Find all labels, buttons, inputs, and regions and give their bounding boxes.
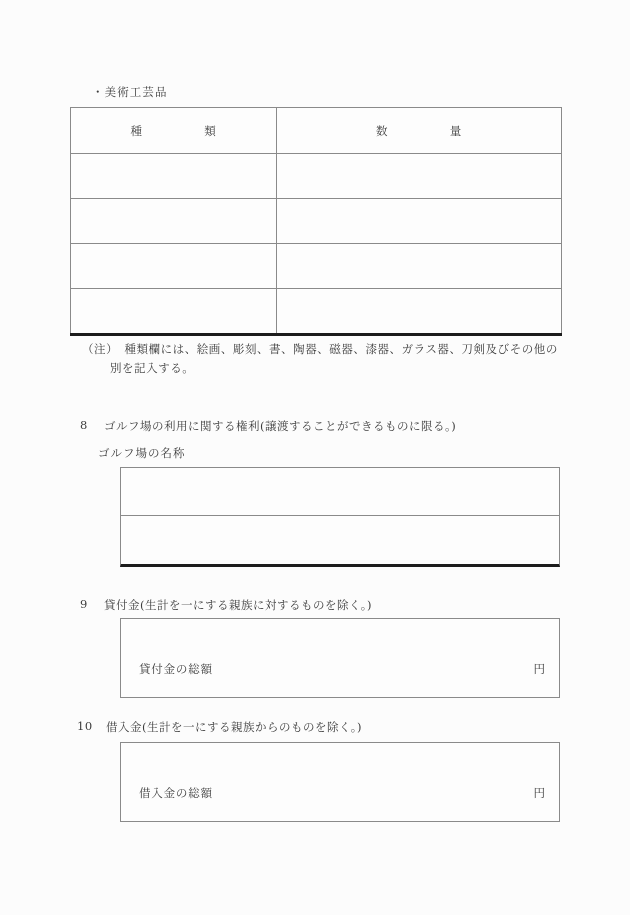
art-table-note-line-1: （注） 種類欄には、絵画、彫刻、書、陶器、磁器、漆器、ガラス器、刀剣及びその他の (82, 342, 558, 356)
table-header-kind (71, 108, 277, 154)
loan-total-line (121, 661, 559, 679)
cell-quantity[interactable] (277, 289, 562, 335)
art-craft-table (70, 107, 562, 336)
table-row[interactable] (71, 289, 562, 335)
loan-total-box (120, 618, 560, 698)
section-9-title: 貸付金(生計を一にする親族に対するものを除く。) (104, 598, 372, 612)
cell-quantity[interactable] (277, 244, 562, 289)
cell-kind[interactable] (71, 199, 277, 244)
debt-total-unit: 円 (533, 786, 545, 800)
section-8-title: ゴルフ場の利用に関する権利(譲渡することができるものに限る。) (104, 419, 457, 433)
column-header-kind-label: 種 類 (130, 123, 217, 138)
loan-total-label: 貸付金の総額 (139, 662, 213, 676)
cell-kind[interactable] (71, 154, 277, 199)
cell-quantity[interactable] (277, 154, 562, 199)
table-row[interactable] (71, 244, 562, 289)
cell-kind[interactable] (71, 244, 277, 289)
debt-total-box (120, 742, 560, 822)
section-9-number: 9 (80, 597, 88, 611)
table-row[interactable] (71, 154, 562, 199)
table-header-row (71, 108, 562, 154)
column-header-quantity-label: 数 量 (375, 123, 463, 138)
golf-course-row[interactable] (121, 468, 559, 516)
section-10-title: 借入金(生計を一にする親族からのものを除く。) (106, 720, 362, 734)
art-section-heading: ・美術工芸品 (92, 85, 168, 99)
table-header-quantity (277, 108, 562, 154)
section-8-sub-label: ゴルフ場の名称 (98, 446, 186, 460)
table-row[interactable] (71, 199, 562, 244)
debt-total-label: 借入金の総額 (139, 786, 213, 800)
cell-quantity[interactable] (277, 199, 562, 244)
debt-total-line (121, 785, 559, 803)
art-table-note-line-2: 別を記入する。 (110, 361, 195, 375)
golf-course-row[interactable] (121, 516, 559, 564)
section-8-number: 8 (80, 418, 88, 432)
loan-total-unit: 円 (533, 662, 545, 676)
section-10-number: 10 (77, 719, 93, 733)
cell-kind[interactable] (71, 289, 277, 335)
golf-course-name-box (120, 467, 560, 567)
